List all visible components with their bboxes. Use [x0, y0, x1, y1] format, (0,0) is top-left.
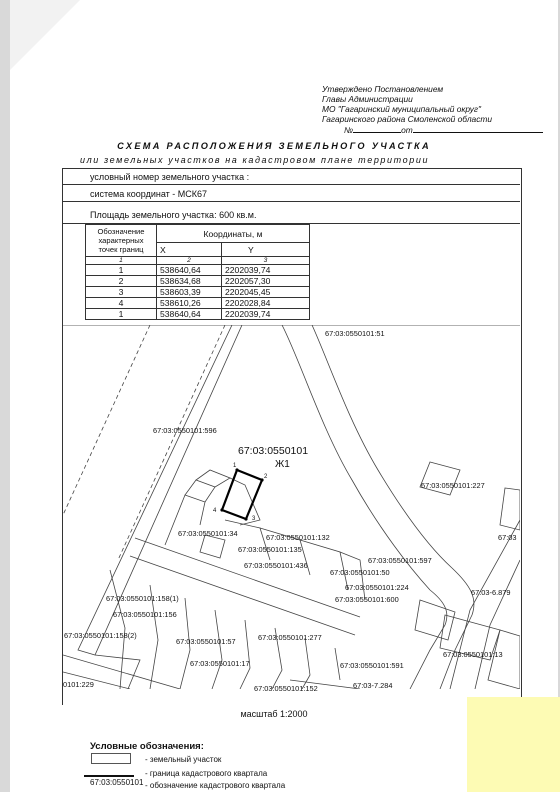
header-coords: Координаты, м [157, 225, 310, 243]
sticky-note [467, 697, 560, 792]
field-area [62, 202, 520, 224]
col-number: 2 [157, 257, 222, 265]
parcel-label: 67:03:0550101:436 [244, 561, 308, 570]
from-label: от [401, 125, 413, 135]
parcel-label: 67:03:0550101:13 [443, 650, 503, 659]
cell-point: 1 [86, 309, 157, 320]
cell-y: 2202028,84 [222, 298, 310, 309]
cell-point: 1 [86, 265, 157, 276]
cell-x: 538640,64 [157, 265, 222, 276]
table-row [86, 276, 310, 287]
cell-x: 538640,64 [157, 309, 222, 320]
table-row [86, 298, 310, 309]
approval-line: Гагаринского района Смоленской области [322, 114, 493, 124]
coordinates-table [85, 224, 310, 320]
parcel-label: 67:03:0550101:50 [330, 568, 390, 577]
legend-designation-code: 67:03:0550101 [90, 778, 144, 787]
approval-block [322, 84, 543, 135]
parcel-label: 67:03:0550101:152 [254, 684, 318, 693]
cell-y: 2202045,45 [222, 287, 310, 298]
parcel-label: 67:03:0550101:591 [340, 661, 404, 670]
cell-point: 2 [86, 276, 157, 287]
legend-parcel-text: - земельный участок [145, 755, 222, 764]
parcel-label: 67:03:0550101:17 [190, 659, 250, 668]
point-label: 3 [252, 516, 256, 522]
col-number: 1 [86, 257, 157, 265]
legend-parcel-symbol [91, 753, 131, 764]
table-row [86, 287, 310, 298]
cell-point: 3 [86, 287, 157, 298]
page-fold [10, 0, 80, 70]
parcel-label: 67:03:0550101:224 [345, 583, 409, 592]
parcel-label: 67:03 [498, 533, 517, 542]
point-label: 2 [264, 474, 268, 480]
field-text: Площадь земельного участка: 600 кв.м. [90, 210, 257, 220]
cell-x: 538603,39 [157, 287, 222, 298]
legend-boundary-text: - граница кадастрового квартала [145, 769, 268, 778]
cell-y: 2202057,30 [222, 276, 310, 287]
approval-line: МО "Гагаринский муниципальный округ" [322, 104, 482, 114]
approval-number-line [344, 124, 543, 135]
cell-y: 2202039,74 [222, 265, 310, 276]
point-label: 1 [233, 463, 237, 469]
number-blank [353, 124, 401, 133]
cell-point: 4 [86, 298, 157, 309]
parcel-label: 0101:229 [63, 680, 94, 689]
map-scale: масштаб 1:2000 [240, 709, 308, 719]
parcel-label: 67:03:0550101:277 [258, 633, 322, 642]
field-conditional-number [62, 168, 520, 185]
approval-line: Утверждено Постановлением [322, 84, 444, 94]
legend-title: Условные обозначения: [90, 741, 204, 752]
cell-y: 2202039,74 [222, 309, 310, 320]
field-coord-system [62, 185, 520, 202]
document-title: СХЕМА РАСПОЛОЖЕНИЯ ЗЕМЕЛЬНОГО УЧАСТКА [117, 141, 431, 151]
parcel-label: 67:03:0550101:156 [113, 610, 177, 619]
cell-x: 538634,68 [157, 276, 222, 287]
header-point: Обозначение характерных точек границ [86, 225, 157, 257]
parcel-label: 67:03-6.879 [471, 588, 511, 597]
parcel-label: 67:03:0550101:597 [368, 556, 432, 565]
field-text: условный номер земельного участка : [90, 172, 250, 182]
parcel-label: 67:03:0550101:227 [421, 481, 485, 490]
zone-label: Ж1 [275, 459, 290, 470]
date-blank [413, 124, 543, 133]
header-x: X [157, 243, 222, 257]
table-row [86, 265, 310, 276]
parcel-label: 67:03:0550101:158(1) [106, 594, 179, 603]
field-text: система координат - МСК67 [90, 189, 208, 199]
approval-line: Главы Администрации [322, 94, 413, 104]
parcel-label: 67:03:0550101:596 [153, 426, 217, 435]
cadastral-quarter-label: 67:03:0550101 [238, 445, 309, 457]
number-label: № [344, 125, 354, 135]
parcel-label: 67:03:0550101:135 [238, 545, 302, 554]
parcel-label: 67:03:0550101:34 [178, 529, 238, 538]
header-y: Y [222, 243, 310, 257]
document-subtitle: или земельных участков на кадастровом плане территории [80, 155, 430, 165]
parcel-label: 67:03-7.284 [353, 681, 393, 690]
point-label: 4 [213, 508, 217, 514]
parcel-label: 67:03:0550101:158(2) [64, 631, 137, 640]
cell-x: 538610,26 [157, 298, 222, 309]
legend-designation-text: - обозначение кадастрового квартала [145, 781, 286, 790]
parcel-label: 67:03:0550101:51 [325, 329, 385, 338]
legend-boundary-symbol [84, 775, 134, 777]
table-row [86, 309, 310, 320]
col-number: 3 [222, 257, 310, 265]
parcel-label: 67:03:0550101:600 [335, 595, 399, 604]
parcel-label: 67:03:0550101:57 [176, 637, 236, 646]
parcel-label: 67:03:0550101:132 [266, 533, 330, 542]
